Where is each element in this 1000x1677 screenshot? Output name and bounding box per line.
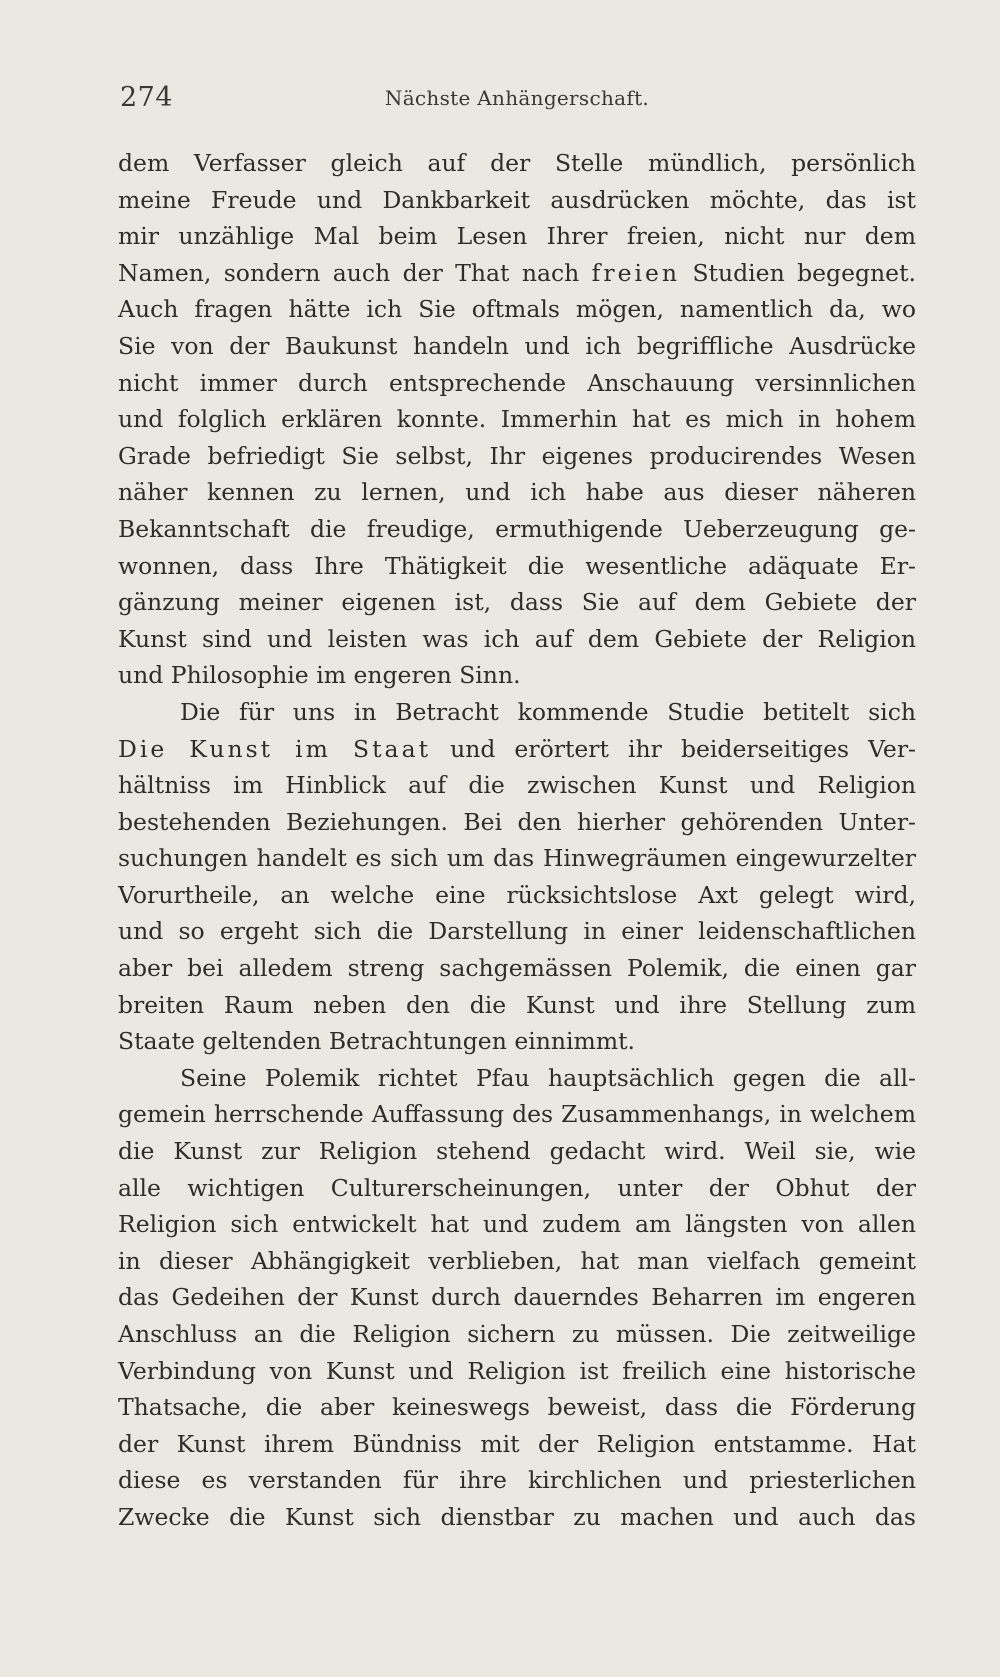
text-line: Vorurtheile, an welche eine rücksichtslose Axt gelegt wird,: [118, 880, 916, 909]
text-line: Bekanntschaft die freudige, ermuthigende Ueberzeugung ge-: [118, 514, 916, 543]
emphasized-word: freien: [591, 258, 681, 287]
text-line: Kunst sind und leisten was ich auf dem Gebiete der Religion: [118, 624, 916, 653]
text-line: dem Verfasser gleich auf der Stelle mündlich, persönlich: [118, 149, 916, 177]
text-segment: Namen, sondern auch der That nach: [118, 258, 592, 287]
text-line: Grade befriedigt Sie selbst, Ihr eigenes producirendes Wesen: [118, 441, 916, 470]
text-line: Auch fragen hätte ich Sie oftmals mögen, namentlich da, wo: [118, 295, 916, 324]
study-title: Die Kunst im Staat: [118, 734, 432, 763]
text-line: Thatsache, die aber keineswegs beweist, dass die Förderung: [118, 1393, 916, 1422]
text-line: Verbindung von Kunst und Religion ist freilich eine historische: [118, 1356, 916, 1385]
text-line: aber bei alledem streng sachgemässen Polemik, die einen gar: [118, 954, 916, 983]
text-line: Die für uns in Betracht kommende Studie betitelt sich: [180, 697, 916, 726]
text-line: Religion sich entwickelt hat und zudem am längsten von allen: [118, 1210, 916, 1239]
text-line: Staate geltenden Betrachtungen einnimmt.: [118, 1027, 636, 1056]
text-line: das Gedeihen der Kunst durch dauerndes Beharren im engeren: [118, 1283, 916, 1312]
text-line: [118, 255, 916, 292]
text-line: mir unzählige Mal beim Lesen Ihrer freien, nicht nur dem: [118, 222, 916, 251]
text-line: Seine Polemik richtet Pfau hauptsächlich gegen die all-: [180, 1063, 916, 1092]
page-number: 274: [120, 82, 174, 113]
text-line: [118, 731, 916, 768]
text-line: Anschluss an die Religion sichern zu müssen. Die zeitweilige: [118, 1320, 916, 1348]
text-line: und Philosophie im engeren Sinn.: [118, 661, 521, 690]
body-text: [118, 145, 916, 1536]
text-line: suchungen handelt es sich um das Hinwegräumen eingewurzelter: [118, 844, 916, 873]
text-line: der Kunst ihrem Bündniss mit der Religion entstamme. Hat: [118, 1429, 916, 1458]
text-line: und so ergeht sich die Darstellung in einer leidenschaftlichen: [118, 917, 916, 946]
text-line: näher kennen zu lernen, und ich habe aus dieser näheren: [118, 478, 916, 507]
text-line: in dieser Abhängigkeit verblieben, hat man vielfach gemeint: [118, 1246, 916, 1275]
text-line: meine Freude und Dankbarkeit ausdrücken möchte, das ist: [118, 185, 916, 214]
text-line: nicht immer durch entsprechende Anschauung versinnlichen: [118, 368, 916, 397]
text-line: Sie von der Baukunst handeln und ich begriffliche Ausdrücke: [118, 331, 916, 360]
text-line: breiten Raum neben den die Kunst und ihre Stellung zum: [118, 990, 916, 1019]
text-segment: Studien begegnet.: [680, 258, 917, 287]
text-line: bestehenden Beziehungen. Bei den hierher gehörenden Unter-: [118, 807, 916, 836]
running-head: Nächste Anhängerschaft.: [384, 86, 650, 110]
text-line: wonnen, dass Ihre Thätigkeit die wesentliche adäquate Er-: [118, 551, 916, 580]
text-line: die Kunst zur Religion stehend gedacht wird. Weil sie, wie: [118, 1137, 916, 1166]
text-segment: und erörtert ihr beiderseitiges Ver-: [431, 734, 916, 763]
text-line: und folglich erklären konnte. Immerhin hat es mich in hohem: [118, 405, 916, 434]
text-line: gänzung meiner eigenen ist, dass Sie auf dem Gebiete der: [118, 588, 916, 617]
page-header: [118, 82, 916, 122]
text-line: alle wichtigen Culturerscheinungen, unter der Obhut der: [118, 1173, 916, 1202]
text-line: hältniss im Hinblick auf die zwischen Kunst und Religion: [118, 771, 916, 800]
text-line: diese es verstanden für ihre kirchlichen und priesterlichen: [118, 1466, 916, 1495]
text-line: gemein herrschende Auffassung des Zusammenhangs, in welchem: [118, 1100, 916, 1129]
text-line: Zwecke die Kunst sich dienstbar zu machen und auch das: [118, 1502, 916, 1531]
